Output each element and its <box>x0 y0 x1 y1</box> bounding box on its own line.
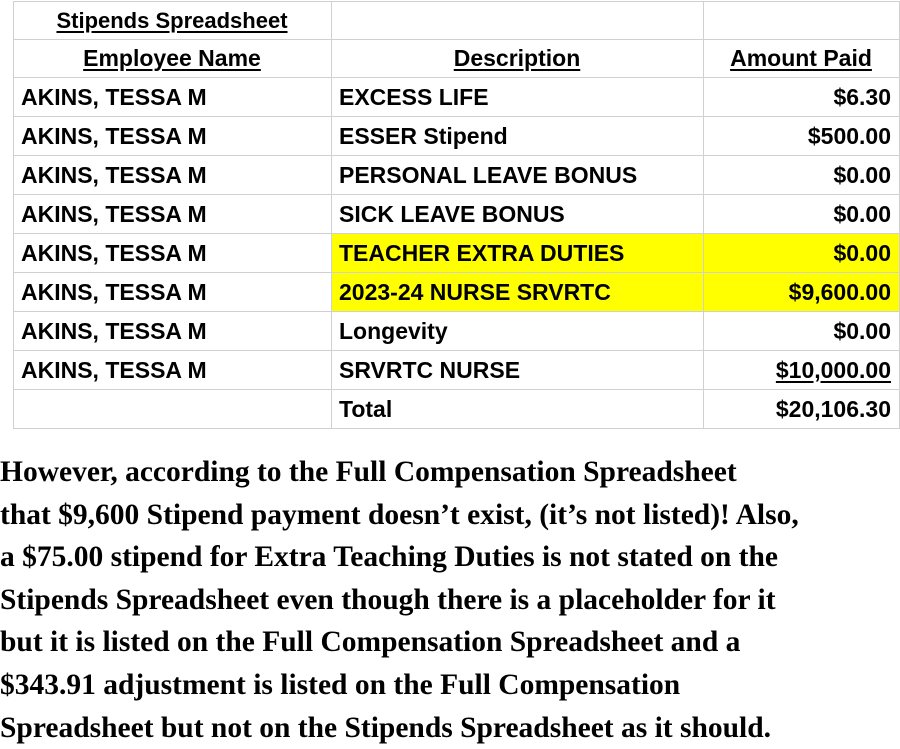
stipends-table <box>13 1 900 429</box>
empty-cell <box>332 2 704 40</box>
table-row <box>14 234 900 273</box>
amount-cell: $500.00 <box>704 117 900 156</box>
employee-name-cell: AKINS, TESSA M <box>14 273 332 312</box>
table-row <box>14 117 900 156</box>
header-employee-name: Employee Name <box>14 40 332 78</box>
title-row <box>14 2 900 40</box>
employee-name-cell: AKINS, TESSA M <box>14 234 332 273</box>
employee-name-cell: AKINS, TESSA M <box>14 351 332 390</box>
table-row <box>14 156 900 195</box>
header-description: Description <box>332 40 704 78</box>
header-row <box>14 40 900 78</box>
amount-cell: $0.00 <box>704 156 900 195</box>
description-cell: SRVRTC NURSE <box>332 351 704 390</box>
description-cell: ESSER Stipend <box>332 117 704 156</box>
amount-cell: $10,000.00 <box>704 351 900 390</box>
table-row <box>14 78 900 117</box>
description-cell: PERSONAL LEAVE BONUS <box>332 156 704 195</box>
amount-cell: $0.00 <box>704 312 900 351</box>
description-cell: Longevity <box>332 312 704 351</box>
table-row <box>14 273 900 312</box>
paragraph-line: Spreadsheet but not on the Stipends Spreadsheet as it should. <box>0 711 772 744</box>
table-row <box>14 351 900 390</box>
title-cell <box>14 2 332 40</box>
paragraph-line: that $9,600 Stipend payment doesn’t exist, (it’s not listed)! Also, <box>0 498 799 531</box>
description-cell: SICK LEAVE BONUS <box>332 195 704 234</box>
sheet-title: Stipends Spreadsheet <box>56 8 288 33</box>
table-row <box>14 195 900 234</box>
table-row <box>14 312 900 351</box>
paragraph-line: but it is listed on the Full Compensation Spreadsheet and a <box>0 626 741 659</box>
paragraph-line: $343.91 adjustment is listed on the Full Compensation <box>0 668 681 701</box>
amount-cell: $0.00 <box>704 195 900 234</box>
total-amount-cell: $20,106.30 <box>704 390 900 429</box>
description-cell: EXCESS LIFE <box>332 78 704 117</box>
explanation-paragraph <box>0 451 900 749</box>
employee-name-cell: AKINS, TESSA M <box>14 195 332 234</box>
amount-cell: $9,600.00 <box>704 273 900 312</box>
total-row <box>14 390 900 429</box>
description-cell: 2023-24 NURSE SRVRTC <box>332 273 704 312</box>
employee-name-cell: AKINS, TESSA M <box>14 78 332 117</box>
empty-cell <box>704 2 900 40</box>
description-cell: TEACHER EXTRA DUTIES <box>332 234 704 273</box>
header-amount-paid: Amount Paid <box>704 40 900 78</box>
employee-name-cell: AKINS, TESSA M <box>14 156 332 195</box>
paragraph-line: a $75.00 stipend for Extra Teaching Duties is not stated on the <box>0 541 778 574</box>
paragraph-line: Stipends Spreadsheet even though there is a placeholder for it <box>0 583 776 616</box>
empty-cell <box>14 390 332 429</box>
employee-name-cell: AKINS, TESSA M <box>14 312 332 351</box>
amount-cell: $0.00 <box>704 234 900 273</box>
paragraph-line: However, according to the Full Compensation Spreadsheet <box>0 456 737 488</box>
employee-name-cell: AKINS, TESSA M <box>14 117 332 156</box>
total-label-cell: Total <box>332 390 704 429</box>
amount-cell: $6.30 <box>704 78 900 117</box>
